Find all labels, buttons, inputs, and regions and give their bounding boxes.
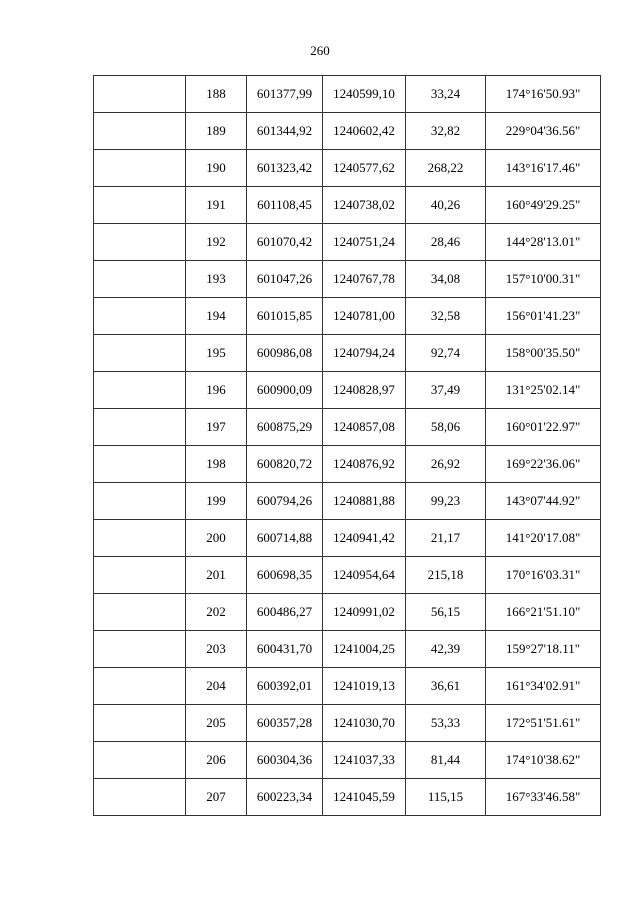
- x-coordinate-cell: 600223,34: [247, 779, 323, 816]
- direction-angle-cell: 143°07'44.92": [486, 483, 601, 520]
- x-coordinate-cell: 600794,26: [247, 483, 323, 520]
- x-coordinate-cell: 601015,85: [247, 298, 323, 335]
- blank-cell: [94, 224, 186, 261]
- y-coordinate-cell: 1240602,42: [323, 113, 406, 150]
- blank-cell: [94, 483, 186, 520]
- segment-length-cell: 34,08: [406, 261, 486, 298]
- table-row: [94, 372, 601, 409]
- blank-cell: [94, 446, 186, 483]
- blank-cell: [94, 335, 186, 372]
- direction-angle-cell: 157°10'00.31": [486, 261, 601, 298]
- segment-length-cell: 26,92: [406, 446, 486, 483]
- y-coordinate-cell: 1240767,78: [323, 261, 406, 298]
- x-coordinate-cell: 601047,26: [247, 261, 323, 298]
- blank-cell: [94, 76, 186, 113]
- x-coordinate-cell: 600900,09: [247, 372, 323, 409]
- direction-angle-cell: 131°25'02.14": [486, 372, 601, 409]
- table-row: [94, 594, 601, 631]
- blank-cell: [94, 594, 186, 631]
- blank-cell: [94, 779, 186, 816]
- direction-angle-cell: 143°16'17.46": [486, 150, 601, 187]
- page-number: 260: [310, 43, 330, 58]
- y-coordinate-cell: 1241019,13: [323, 668, 406, 705]
- segment-length-cell: 21,17: [406, 520, 486, 557]
- x-coordinate-cell: 601070,42: [247, 224, 323, 261]
- y-coordinate-cell: 1240876,92: [323, 446, 406, 483]
- segment-length-cell: 33,24: [406, 76, 486, 113]
- x-coordinate-cell: 600986,08: [247, 335, 323, 372]
- y-coordinate-cell: 1241045,59: [323, 779, 406, 816]
- blank-cell: [94, 631, 186, 668]
- blank-cell: [94, 261, 186, 298]
- table-row: [94, 150, 601, 187]
- blank-cell: [94, 113, 186, 150]
- segment-length-cell: 42,39: [406, 631, 486, 668]
- y-coordinate-cell: 1240577,62: [323, 150, 406, 187]
- point-number-cell: 206: [186, 742, 247, 779]
- direction-angle-cell: 158°00'35.50": [486, 335, 601, 372]
- y-coordinate-cell: 1240828,97: [323, 372, 406, 409]
- table-row: [94, 298, 601, 335]
- point-number-cell: 198: [186, 446, 247, 483]
- segment-length-cell: 81,44: [406, 742, 486, 779]
- y-coordinate-cell: 1240941,42: [323, 520, 406, 557]
- y-coordinate-cell: 1240881,88: [323, 483, 406, 520]
- x-coordinate-cell: 600357,28: [247, 705, 323, 742]
- blank-cell: [94, 705, 186, 742]
- y-coordinate-cell: 1240954,64: [323, 557, 406, 594]
- y-coordinate-cell: 1240599,10: [323, 76, 406, 113]
- table-row: [94, 76, 601, 113]
- y-coordinate-cell: 1240794,24: [323, 335, 406, 372]
- direction-angle-cell: 160°01'22.97": [486, 409, 601, 446]
- table-row: [94, 520, 601, 557]
- segment-length-cell: 99,23: [406, 483, 486, 520]
- direction-angle-cell: 169°22'36.06": [486, 446, 601, 483]
- segment-length-cell: 32,82: [406, 113, 486, 150]
- segment-length-cell: 215,18: [406, 557, 486, 594]
- y-coordinate-cell: 1240781,00: [323, 298, 406, 335]
- x-coordinate-cell: 600714,88: [247, 520, 323, 557]
- direction-angle-cell: 174°16'50.93": [486, 76, 601, 113]
- x-coordinate-cell: 600486,27: [247, 594, 323, 631]
- x-coordinate-cell: 600304,36: [247, 742, 323, 779]
- direction-angle-cell: 166°21'51.10": [486, 594, 601, 631]
- table-row: [94, 335, 601, 372]
- x-coordinate-cell: 600820,72: [247, 446, 323, 483]
- blank-cell: [94, 409, 186, 446]
- blank-cell: [94, 150, 186, 187]
- segment-length-cell: 53,33: [406, 705, 486, 742]
- direction-angle-cell: 161°34'02.91": [486, 668, 601, 705]
- x-coordinate-cell: 600431,70: [247, 631, 323, 668]
- blank-cell: [94, 557, 186, 594]
- point-number-cell: 201: [186, 557, 247, 594]
- point-number-cell: 205: [186, 705, 247, 742]
- table-row: [94, 705, 601, 742]
- y-coordinate-cell: 1241004,25: [323, 631, 406, 668]
- y-coordinate-cell: 1240738,02: [323, 187, 406, 224]
- table-row: [94, 224, 601, 261]
- blank-cell: [94, 298, 186, 335]
- table-row: [94, 187, 601, 224]
- point-number-cell: 202: [186, 594, 247, 631]
- segment-length-cell: 32,58: [406, 298, 486, 335]
- y-coordinate-cell: 1240751,24: [323, 224, 406, 261]
- point-number-cell: 192: [186, 224, 247, 261]
- table-row: [94, 483, 601, 520]
- x-coordinate-cell: 600875,29: [247, 409, 323, 446]
- x-coordinate-cell: 600698,35: [247, 557, 323, 594]
- x-coordinate-cell: 601344,92: [247, 113, 323, 150]
- point-number-cell: 200: [186, 520, 247, 557]
- direction-angle-cell: 229°04'36.56": [486, 113, 601, 150]
- table-row: [94, 668, 601, 705]
- point-number-cell: 193: [186, 261, 247, 298]
- point-number-cell: 191: [186, 187, 247, 224]
- y-coordinate-cell: 1241030,70: [323, 705, 406, 742]
- segment-length-cell: 56,15: [406, 594, 486, 631]
- point-number-cell: 194: [186, 298, 247, 335]
- table-row: [94, 446, 601, 483]
- point-number-cell: 196: [186, 372, 247, 409]
- x-coordinate-cell: 601108,45: [247, 187, 323, 224]
- table-row: [94, 742, 601, 779]
- direction-angle-cell: 141°20'17.08": [486, 520, 601, 557]
- coordinates-table: [93, 75, 601, 816]
- segment-length-cell: 115,15: [406, 779, 486, 816]
- point-number-cell: 207: [186, 779, 247, 816]
- blank-cell: [94, 372, 186, 409]
- point-number-cell: 204: [186, 668, 247, 705]
- table-row: [94, 113, 601, 150]
- blank-cell: [94, 520, 186, 557]
- segment-length-cell: 28,46: [406, 224, 486, 261]
- point-number-cell: 190: [186, 150, 247, 187]
- point-number-cell: 199: [186, 483, 247, 520]
- point-number-cell: 203: [186, 631, 247, 668]
- blank-cell: [94, 742, 186, 779]
- point-number-cell: 195: [186, 335, 247, 372]
- direction-angle-cell: 170°16'03.31": [486, 557, 601, 594]
- blank-cell: [94, 668, 186, 705]
- direction-angle-cell: 172°51'51.61": [486, 705, 601, 742]
- x-coordinate-cell: 601377,99: [247, 76, 323, 113]
- direction-angle-cell: 160°49'29.25": [486, 187, 601, 224]
- x-coordinate-cell: 601323,42: [247, 150, 323, 187]
- segment-length-cell: 92,74: [406, 335, 486, 372]
- point-number-cell: 197: [186, 409, 247, 446]
- segment-length-cell: 36,61: [406, 668, 486, 705]
- table-row: [94, 261, 601, 298]
- segment-length-cell: 37,49: [406, 372, 486, 409]
- point-number-cell: 189: [186, 113, 247, 150]
- direction-angle-cell: 167°33'46.58": [486, 779, 601, 816]
- table-row: [94, 557, 601, 594]
- direction-angle-cell: 156°01'41.23": [486, 298, 601, 335]
- direction-angle-cell: 159°27'18.11": [486, 631, 601, 668]
- segment-length-cell: 40,26: [406, 187, 486, 224]
- direction-angle-cell: 174°10'38.62": [486, 742, 601, 779]
- table-row: [94, 409, 601, 446]
- blank-cell: [94, 187, 186, 224]
- table-row: [94, 631, 601, 668]
- y-coordinate-cell: 1240857,08: [323, 409, 406, 446]
- direction-angle-cell: 144°28'13.01": [486, 224, 601, 261]
- segment-length-cell: 58,06: [406, 409, 486, 446]
- table-row: [94, 779, 601, 816]
- segment-length-cell: 268,22: [406, 150, 486, 187]
- y-coordinate-cell: 1240991,02: [323, 594, 406, 631]
- y-coordinate-cell: 1241037,33: [323, 742, 406, 779]
- point-number-cell: 188: [186, 76, 247, 113]
- x-coordinate-cell: 600392,01: [247, 668, 323, 705]
